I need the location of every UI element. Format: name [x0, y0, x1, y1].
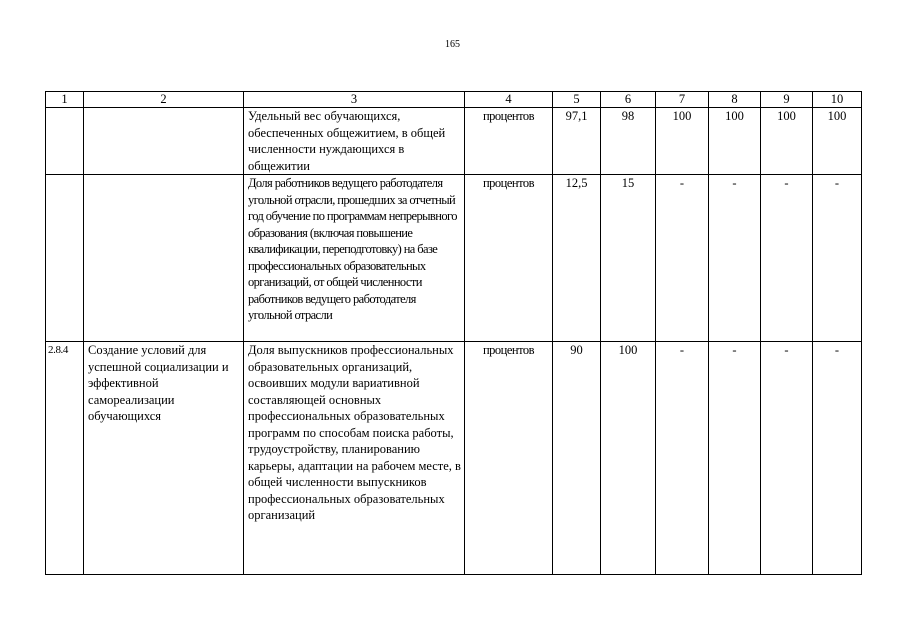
value-cell: - — [709, 342, 761, 575]
header-cell: 8 — [709, 92, 761, 108]
header-cell: 7 — [656, 92, 709, 108]
value-cell: - — [761, 342, 813, 575]
header-cell: 9 — [761, 92, 813, 108]
header-cell: 6 — [601, 92, 656, 108]
indicator-cell: Удельный вес обучающихся, обеспеченных общежитием, в общей численности нуждающихся в общежитии — [244, 108, 465, 175]
value-cell: - — [813, 342, 862, 575]
unit-cell: процентов — [465, 175, 553, 342]
value-cell: - — [761, 175, 813, 342]
header-cell: 1 — [46, 92, 84, 108]
value-cell: 100 — [656, 108, 709, 175]
row-number-cell — [46, 108, 84, 175]
row-number-cell: 2.8.4 — [46, 342, 84, 575]
header-cell: 2 — [84, 92, 244, 108]
unit-cell: процентов — [465, 342, 553, 575]
value-cell: 90 — [553, 342, 601, 575]
task-cell — [84, 108, 244, 175]
page-number: 165 — [445, 39, 460, 50]
task-cell — [84, 175, 244, 342]
value-cell: 15 — [601, 175, 656, 342]
header-cell: 4 — [465, 92, 553, 108]
value-cell: 100 — [813, 108, 862, 175]
value-cell: 12,5 — [553, 175, 601, 342]
header-cell: 3 — [244, 92, 465, 108]
indicators-table — [45, 91, 862, 575]
header-row — [46, 92, 862, 108]
value-cell: - — [656, 175, 709, 342]
value-cell: 97,1 — [553, 108, 601, 175]
task-cell: Создание условий для успешной социализации и эффективной самореализации обучающихся — [84, 342, 244, 575]
value-cell: 100 — [709, 108, 761, 175]
unit-cell: процентов — [465, 108, 553, 175]
value-cell: 100 — [761, 108, 813, 175]
value-cell: 98 — [601, 108, 656, 175]
row-number-cell — [46, 175, 84, 342]
header-cell: 10 — [813, 92, 862, 108]
value-cell: - — [656, 342, 709, 575]
table-row — [46, 108, 862, 175]
indicator-cell: Доля выпускников профессиональных образовательных организаций, освоивших модули вариативной составляющей основных профессиональных образовательных программ по способам поиска работы, трудоустройству, планированию карьеры, адаптации на рабочем месте, в общей численности выпускников профессиональных образовательных организаций — [244, 342, 465, 575]
value-cell: - — [813, 175, 862, 342]
value-cell: 100 — [601, 342, 656, 575]
indicator-cell: Доля работников ведущего работодателя угольной отрасли, прошедших за отчетный год обучение по программам непрерывного образования (включая повышение квалификации, переподготовку) на базе профессиональных образовательных организаций, от общей численности работников ведущего работодателя угольной отрасли — [244, 175, 465, 342]
value-cell: - — [709, 175, 761, 342]
header-cell: 5 — [553, 92, 601, 108]
table-row — [46, 175, 862, 342]
table-row — [46, 342, 862, 575]
